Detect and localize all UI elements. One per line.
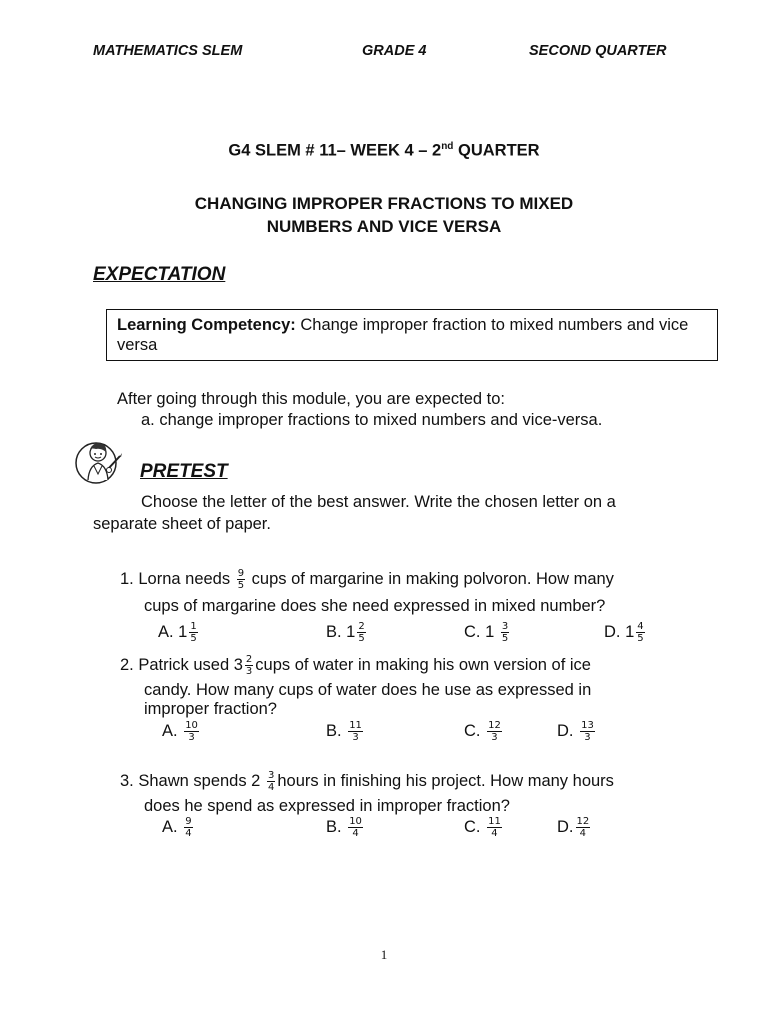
fraction-numerator: 9 [237,568,245,579]
fraction-denominator: 3 [188,732,195,743]
expectation-objective: a. change improper fractions to mixed numbers and vice-versa. [141,411,603,429]
option-letter: C. [464,721,481,740]
question-text-post: cups of water in making his own version of ice [255,655,591,674]
fraction-denominator: 5 [358,633,365,644]
fraction-denominator: 5 [501,633,509,644]
fraction-numerator: 9 [185,816,192,827]
learning-competency-box [106,309,718,361]
option-fraction [348,720,363,743]
competency-label: Learning Competency: [117,316,296,334]
fraction-numerator: 12 [488,720,501,731]
option-fraction [580,720,595,743]
question-text-pre: Patrick used 3 [138,655,243,674]
main-title-line2: NUMBERS AND VICE VERSA [266,217,502,236]
fraction-denominator: 3 [491,732,498,743]
slem-title-suffix: QUARTER [453,141,540,160]
question-3-option-a [162,816,195,839]
fraction-numerator: 3 [267,770,275,781]
option-letter: B. [326,721,342,740]
question-2-line2: candy. How many cups of water does he use as expressed in [144,681,592,699]
option-fraction [184,816,192,839]
option-fraction [348,816,363,839]
question-fraction [245,654,253,677]
question-3-line2: does he spend as expressed in improper fraction? [144,797,510,815]
question-1-option-d [604,621,647,644]
fraction-numerator: 11 [488,816,501,827]
question-3-stem [120,770,614,793]
fraction-denominator: 3 [584,732,591,743]
question-2-option-a [162,720,201,743]
fraction-denominator: 5 [637,633,644,644]
fraction-denominator: 5 [190,633,197,644]
option-fraction [189,621,197,644]
fraction-numerator: 10 [349,816,362,827]
expectation-intro: After going through this module, you are expected to: [117,390,505,408]
fraction-denominator: 4 [185,828,192,839]
fraction-numerator: 12 [576,816,590,827]
question-fraction [267,770,275,793]
option-letter: D. 1 [604,622,635,641]
question-number: 3. [120,771,134,790]
page-number: 1 [380,947,388,962]
fraction-denominator: 4 [267,782,275,793]
question-2-option-c [464,720,504,743]
option-letter: D. [557,817,574,836]
slem-title-superscript: nd [441,141,454,152]
question-2-stem [120,654,591,677]
option-letter: A. [162,817,178,836]
question-text-post: hours in finishing his project. How many hours [277,771,614,790]
option-letter: D. [557,721,574,740]
option-fraction [487,720,502,743]
pretest-instructions-line2: separate sheet of paper. [93,515,271,533]
fraction-numerator: 11 [349,720,362,731]
fraction-denominator: 4 [491,828,498,839]
question-2-option-d [557,720,597,743]
student-writing-icon [74,436,128,486]
pretest-heading: PRETEST [140,461,228,482]
question-1-option-a [158,621,200,644]
option-letter: C. 1 [464,622,495,641]
question-1-stem [120,568,614,591]
fraction-denominator: 5 [237,580,245,591]
fraction-numerator: 13 [581,720,594,731]
fraction-denominator: 3 [245,666,253,677]
fraction-denominator: 4 [352,828,359,839]
header-quarter: SECOND QUARTER [529,43,667,59]
option-fraction [576,816,591,839]
question-3-option-d [557,816,592,839]
option-letter: A. [162,721,178,740]
pretest-instructions-line1: Choose the letter of the best answer. Write the chosen letter on a [141,493,616,511]
expectation-heading: EXPECTATION [93,264,226,285]
fraction-numerator: 4 [637,621,644,632]
question-3-option-b [326,816,365,839]
question-number: 1. [120,569,134,588]
question-text-pre: Lorna needs [138,569,231,588]
option-fraction [184,720,199,743]
fraction-denominator: 3 [352,732,359,743]
main-title-line1: CHANGING IMPROPER FRACTIONS TO MIXED [194,194,574,213]
header-subject: MATHEMATICS SLEM [93,43,243,59]
option-letter: B. 1 [326,622,356,641]
fraction-denominator: 4 [579,828,587,839]
option-letter: B. [326,817,342,836]
option-fraction [636,621,644,644]
option-letter: A. 1 [158,622,188,641]
fraction-numerator: 2 [358,621,365,632]
fraction-numerator: 2 [245,654,253,665]
header-grade: GRADE 4 [362,43,427,59]
fraction-numerator: 10 [185,720,198,731]
question-text-pre: Shawn spends 2 [138,771,261,790]
question-text-post: cups of margarine in making polvoron. How many [251,569,614,588]
question-number: 2. [120,655,134,674]
question-1-line2: cups of margarine does she need expressed in mixed number? [144,597,606,615]
option-fraction [357,621,365,644]
option-fraction [501,621,509,644]
fraction-numerator: 1 [190,621,197,632]
question-2-line3: improper fraction? [144,700,277,718]
question-fraction [237,568,245,591]
question-2-option-b [326,720,365,743]
question-1-option-b [326,621,368,644]
question-1-option-c [464,621,511,644]
fraction-numerator: 3 [501,621,509,632]
option-fraction [487,816,502,839]
option-letter: C. [464,817,481,836]
competency-text: Change improper fraction to mixed numbers and vice versa [117,316,689,354]
slem-title [0,141,768,161]
question-3-option-c [464,816,504,839]
slem-title-prefix: G4 SLEM # 11– WEEK 4 – 2 [228,141,442,160]
